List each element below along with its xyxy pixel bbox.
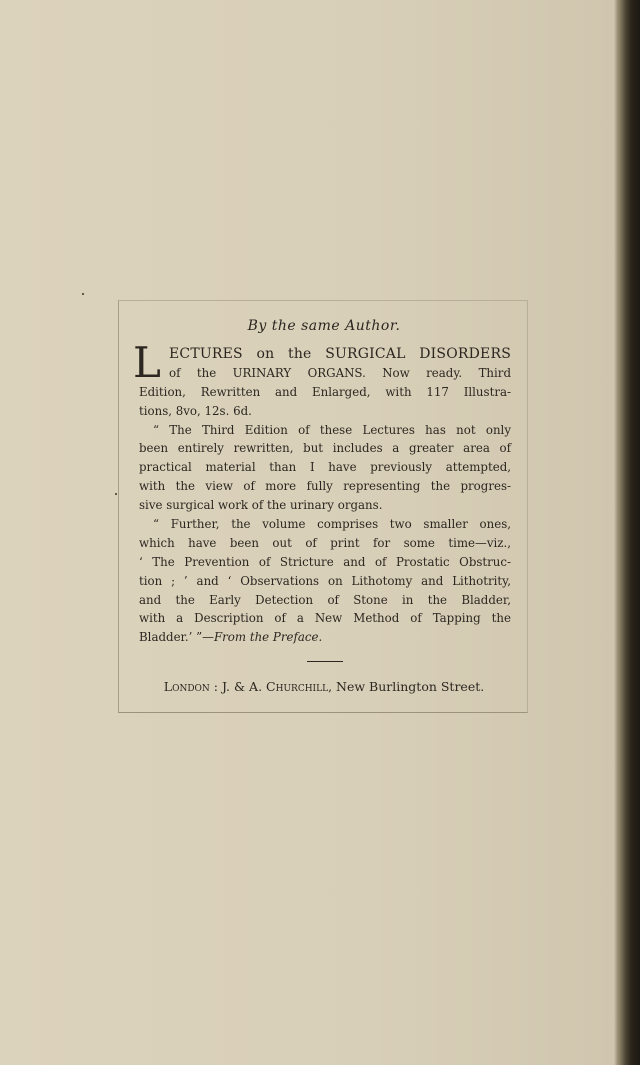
text-line: been entirely rewritten, but includes a greater area of (139, 441, 511, 456)
drop-cap: L (133, 338, 161, 387)
imprint-publisher: Churchill (266, 679, 329, 694)
text-line: “ The Third Edition of these Lectures has not only (153, 422, 511, 437)
text-line: ‘ The Prevention of Stricture and of Prostatic Obstruc- (139, 554, 511, 569)
advertisement-box (118, 300, 528, 713)
paper-speck (115, 493, 117, 495)
imprint-separator: : J. & A. (209, 679, 267, 694)
text-line: practical material than I have previously attempted, (139, 460, 511, 475)
text-line: with a Description of a New Method of Tapping the (139, 611, 511, 626)
book-binding-edge (618, 0, 640, 1065)
text-line: tions, 8vo, 12s. 6d. (139, 403, 252, 418)
text-line: sive surgical work of the urinary organs. (139, 498, 383, 513)
text-line: with the view of more fully representing the progres- (139, 479, 511, 494)
source-attribution: From the Preface. (213, 630, 323, 645)
imprint-place: London (163, 679, 210, 694)
text-line-last (139, 628, 511, 647)
text-line: tion ; ’ and ‘ Observations on Lithotomy and Lithotrity, (139, 573, 511, 588)
advertisement-body (133, 338, 511, 647)
book-title-line-2: of the URINARY ORGANS. Now ready. Third (169, 365, 511, 380)
text-line: and the Early Detection of Stone in the Bladder, (139, 592, 511, 607)
closing-quote-text: Bladder.’ ”— (139, 630, 214, 645)
advertisement-heading: By the same Author. (247, 318, 401, 334)
book-title-line-1: ECTURES on the SURGICAL DISORDERS (169, 346, 511, 362)
text-line: which have been out of print for some time—viz., (139, 535, 511, 550)
paper-speck (82, 293, 84, 295)
publisher-imprint (119, 679, 529, 694)
title-block (133, 338, 511, 387)
text-line: Edition, Rewritten and Enlarged, with 117 Illustra- (139, 384, 511, 399)
imprint-address: , New Burlington Street. (328, 679, 485, 694)
text-line: “ Further, the volume comprises two smaller ones, (153, 517, 511, 532)
section-rule (307, 661, 343, 662)
